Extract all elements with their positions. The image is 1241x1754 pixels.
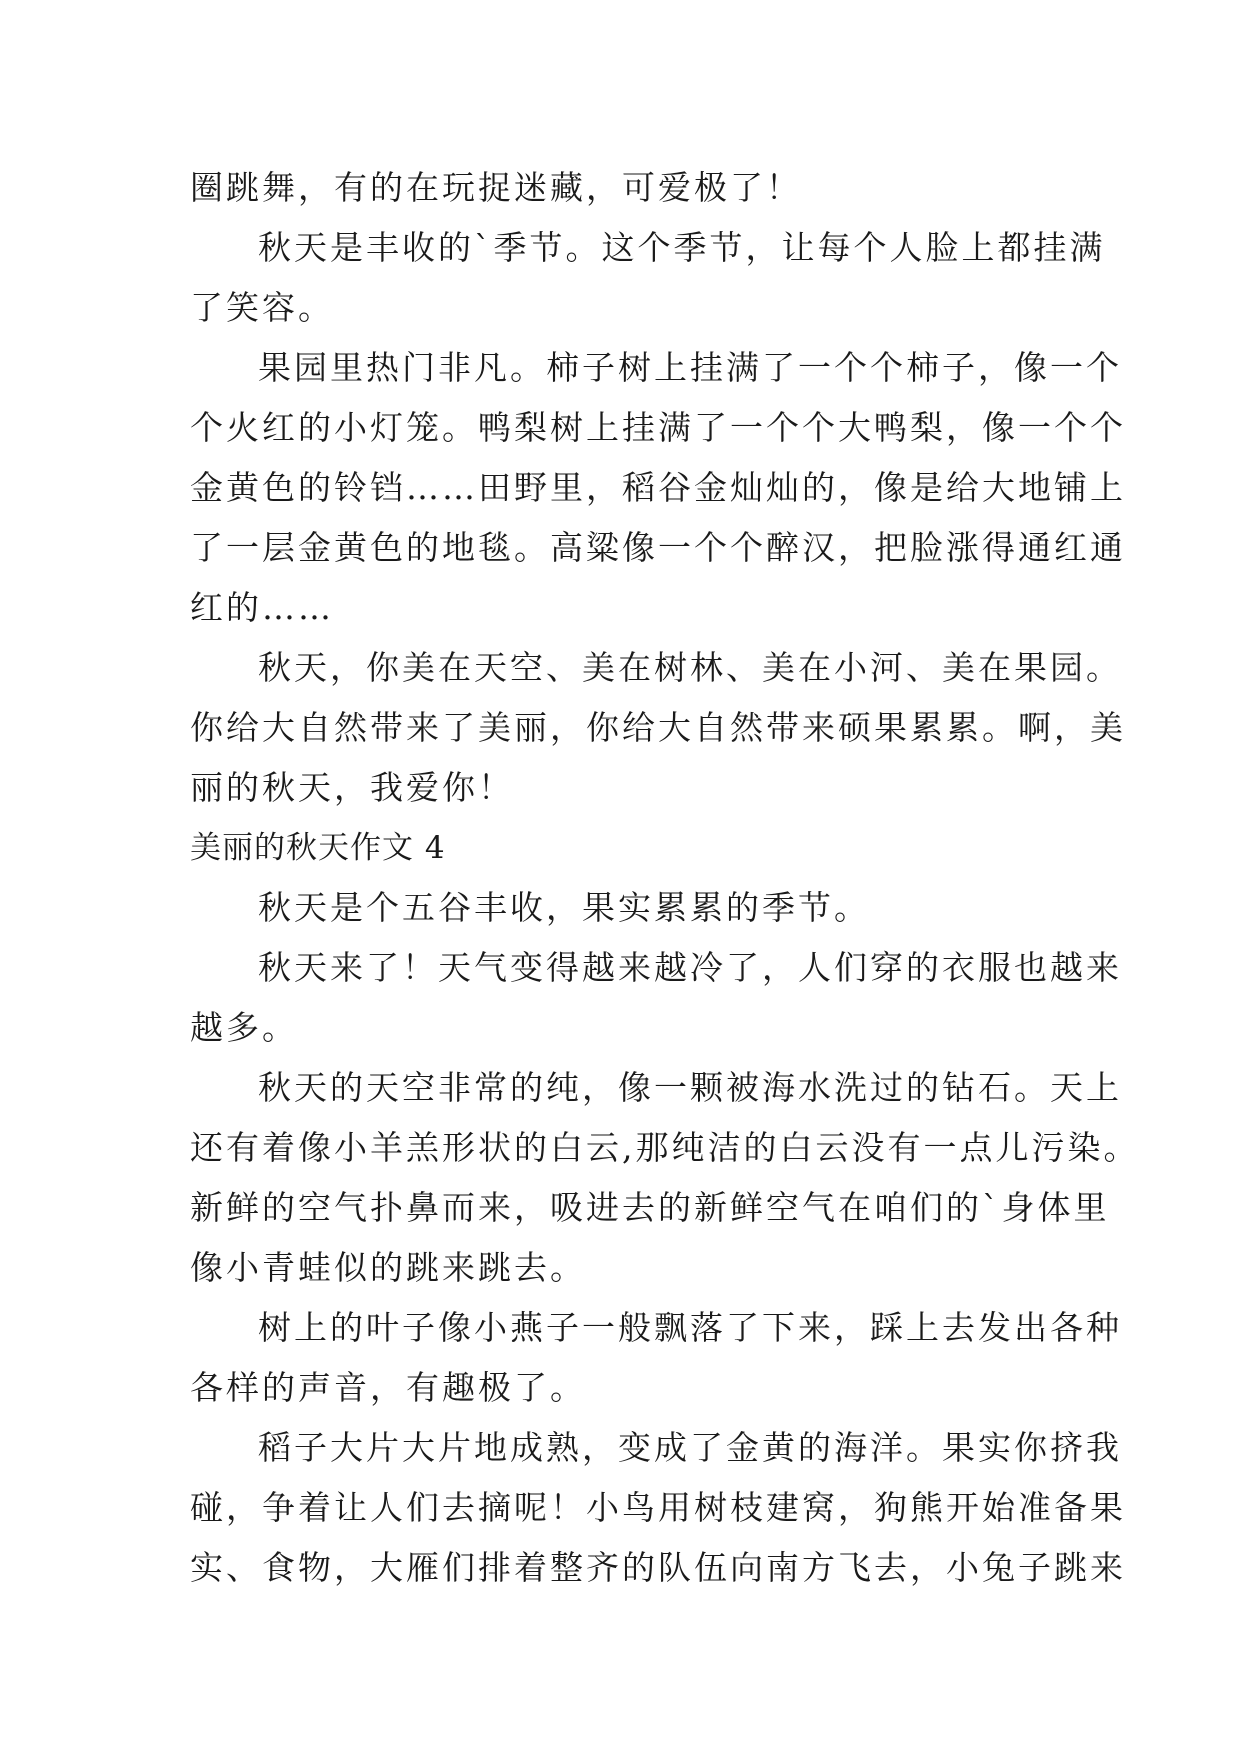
paragraph-start-line: 秋天是个五谷丰收，果实累累的季节。	[258, 888, 870, 927]
paragraph-start-line: 秋天，你美在天空、美在树林、美在小河、美在果园。	[258, 648, 1122, 687]
paragraph-start-line: 秋天来了！天气变得越来越冷了，人们穿的衣服也越来	[258, 948, 1122, 987]
text-line: 个火红的小灯笼。鸭梨树上挂满了一个个大鸭梨，像一个个	[190, 408, 1126, 447]
paragraph-start-line: 稻子大片大片地成熟，变成了金黄的海洋。果实你挤我	[258, 1428, 1122, 1467]
text-line: 碰，争着让人们去摘呢！小鸟用树枝建窝，狗熊开始准备果	[190, 1488, 1126, 1527]
text-line: 了一层金黄色的地毯。高粱像一个个醉汉，把脸涨得通红通	[190, 528, 1126, 567]
text-line: 越多。	[190, 1008, 298, 1047]
section-heading: 美丽的秋天作文 4	[190, 830, 446, 866]
text-line: 你给大自然带来了美丽，你给大自然带来硕果累累。啊，美	[190, 708, 1126, 747]
text-line: 像小青蛙似的跳来跳去。	[190, 1248, 586, 1287]
paragraph-start-line: 秋天的天空非常的纯，像一颗被海水洗过的钻石。天上	[258, 1068, 1122, 1107]
paragraph-start-line: 树上的叶子像小燕子一般飘落了下来，踩上去发出各种	[258, 1308, 1122, 1347]
text-line: 金黄色的铃铛……田野里，稻谷金灿灿的，像是给大地铺上	[190, 468, 1126, 507]
text-line: 圈跳舞，有的在玩捉迷藏，可爱极了！	[190, 168, 802, 207]
text-line: 新鲜的空气扑鼻而来，吸进去的新鲜空气在咱们的`身体里	[190, 1188, 1110, 1227]
text-line: 各样的声音，有趣极了。	[190, 1368, 586, 1407]
text-line: 红的……	[190, 588, 334, 627]
text-line: 还有着像小羊羔形状的白云,那纯洁的白云没有一点儿污染。	[190, 1128, 1140, 1167]
text-line: 丽的秋天，我爱你！	[190, 768, 514, 807]
paragraph-start-line: 果园里热门非凡。柿子树上挂满了一个个柿子，像一个	[258, 348, 1122, 387]
text-line: 实、食物，大雁们排着整齐的队伍向南方飞去，小兔子跳来	[190, 1548, 1126, 1587]
document-body	[190, 158, 1140, 1598]
text-line: 了笑容。	[190, 288, 334, 327]
paragraph-start-line: 秋天是丰收的`季节。这个季节，让每个人脸上都挂满	[258, 228, 1106, 267]
